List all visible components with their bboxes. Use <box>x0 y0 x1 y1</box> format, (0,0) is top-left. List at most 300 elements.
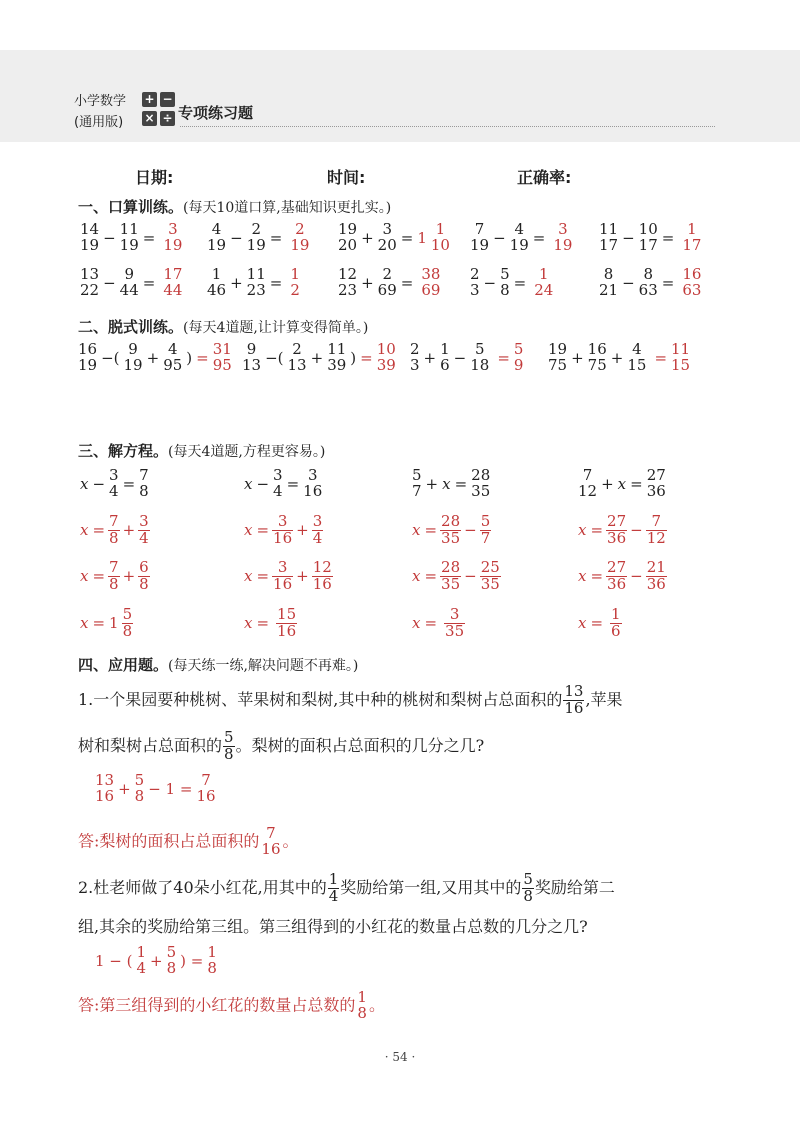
fraction: 7 16 <box>196 771 216 805</box>
symbol: = <box>532 228 546 247</box>
equation-question <box>576 468 668 500</box>
fraction <box>606 514 627 547</box>
symbol: = <box>269 228 283 247</box>
fraction <box>430 222 451 254</box>
fraction <box>440 560 461 593</box>
denominator: 16 <box>312 574 332 593</box>
numerator: 12 <box>312 558 332 576</box>
fraction: $\frac{5}{8}$ <box>224 728 234 763</box>
answer <box>528 265 555 299</box>
symbol: = <box>92 614 106 633</box>
oral-exercise <box>78 222 184 254</box>
numerator: 1 <box>611 605 621 623</box>
denominator: 4 <box>273 481 283 500</box>
answer <box>415 265 442 299</box>
fraction <box>326 342 347 374</box>
denominator: 39 <box>376 355 396 374</box>
symbol: = <box>590 521 604 540</box>
numerator: 2 <box>251 220 261 238</box>
date-label: 日期: <box>135 168 174 187</box>
denominator: 18 <box>470 355 490 374</box>
minus-icon: − <box>160 92 175 107</box>
denominator: 10 <box>430 235 450 254</box>
denominator: 15 <box>671 355 691 374</box>
numerator: 28 <box>441 512 461 530</box>
fraction: 1 4 <box>136 943 147 977</box>
equation-step <box>242 514 324 547</box>
fraction <box>108 560 120 593</box>
equation-step <box>576 560 668 593</box>
problem-1-answer: 答:梨树的面积占总面积的 7 16 。 <box>78 824 299 858</box>
numerator: 28 <box>441 558 461 576</box>
numerator: 14 <box>80 220 100 238</box>
operator: + <box>122 521 136 540</box>
oral-exercise <box>468 222 574 254</box>
answer-text: 答:第三组得到的小红花的数量占总数的 <box>78 995 356 1015</box>
fraction <box>377 267 398 299</box>
fraction <box>598 267 619 299</box>
fraction <box>337 267 358 299</box>
symbol: = <box>654 348 668 367</box>
denominator: 35 <box>445 621 465 640</box>
numerator: 21 <box>646 558 666 576</box>
operator: + <box>296 521 309 540</box>
symbol: x <box>244 521 253 540</box>
numerator: 27 <box>607 558 627 576</box>
numerator: 3 <box>382 220 392 238</box>
numerator: 10 <box>376 340 396 358</box>
section-title: 三、解方程。 <box>78 442 169 460</box>
answer-text: 答:梨树的面积占总面积的 <box>78 831 260 851</box>
symbol: x <box>80 614 89 633</box>
fraction: $\frac{5}{8}$ <box>523 870 533 905</box>
fraction <box>162 267 183 299</box>
denominator: 3 <box>470 280 480 299</box>
problem-text: 组,其余的奖励给第三组。第三组得到的小红花的数量占总数的几分之几? <box>78 917 588 936</box>
problem-2-calculation: 1 − ( 1 4 + 5 8 ) = 1 8 <box>95 943 217 977</box>
problem-2-answer: 答:第三组得到的小红花的数量占总数的 1 8 。 <box>78 988 385 1022</box>
numerator: 8 <box>603 265 614 283</box>
denominator: 22 <box>80 280 100 299</box>
denominator: 17 <box>599 235 619 254</box>
denominator: 35 <box>441 528 461 547</box>
fraction <box>469 222 490 254</box>
fraction <box>276 607 297 640</box>
denominator: 8 <box>500 280 510 299</box>
numerator: 15 <box>277 605 297 623</box>
fraction <box>377 222 398 254</box>
numerator: 7 <box>109 558 119 576</box>
numerator: 13 <box>80 265 100 283</box>
denominator: 8 <box>109 574 119 593</box>
numerator: 7 <box>582 466 593 484</box>
equation-step <box>242 560 334 593</box>
numerator: 3 <box>273 466 283 484</box>
denominator: 19 <box>80 235 100 254</box>
fraction <box>626 342 647 374</box>
section-word-problems <box>78 654 358 675</box>
operator: ) <box>186 348 193 367</box>
answer <box>157 220 184 254</box>
numerator: 2 <box>470 265 480 283</box>
symbol: = <box>424 567 438 586</box>
operator: + <box>571 348 584 367</box>
operator: − <box>493 228 506 247</box>
denominator: 19 <box>470 235 490 254</box>
denominator: 63 <box>638 280 658 299</box>
denominator: 8 <box>109 528 119 547</box>
stepwise-exercise <box>408 342 525 374</box>
fraction <box>598 222 619 254</box>
problem-text: 1.一个果园要种桃树、苹果树和梨树,其中种的桃树和梨树占总面积的 <box>78 689 563 709</box>
divide-icon: ÷ <box>160 111 175 126</box>
denominator: 44 <box>119 280 139 299</box>
fraction <box>439 342 451 374</box>
fraction <box>241 342 262 374</box>
symbol: = <box>590 567 604 586</box>
numerator: 11 <box>119 220 139 238</box>
equation-step <box>78 560 151 593</box>
fraction: 5 8 <box>166 943 177 977</box>
fraction <box>138 560 150 593</box>
symbol: = <box>497 348 510 367</box>
equation-step <box>410 560 502 593</box>
operator: ) <box>350 348 357 367</box>
problem-1-text <box>78 684 728 717</box>
denominator: 35 <box>471 481 491 500</box>
denominator: 19 <box>246 235 266 254</box>
problem-1-calculation: 13 16 + 5 8 − 1 = 7 16 <box>95 771 216 805</box>
arithmetic-operators-logo <box>142 92 176 128</box>
fraction <box>119 267 140 299</box>
operator: x <box>244 474 253 493</box>
fraction <box>411 468 423 500</box>
denominator: 17 <box>682 235 702 254</box>
denominator: 2 <box>290 280 300 299</box>
numerator: 5 <box>412 466 422 484</box>
numerator: 25 <box>480 558 500 576</box>
problem-text: 树和梨树占总面积的 <box>78 735 223 755</box>
numerator: 8 <box>643 265 653 283</box>
fraction: 13 16 <box>95 771 115 805</box>
operator: + <box>146 348 160 367</box>
symbol: = <box>92 521 106 540</box>
fraction <box>670 342 691 374</box>
numerator: 2 <box>295 220 305 238</box>
numerator: 9 <box>246 340 257 358</box>
fraction <box>499 267 511 299</box>
accuracy-label: 正确率: <box>517 168 572 187</box>
operator: = <box>454 474 468 493</box>
numerator: 12 <box>338 265 358 283</box>
denominator: 21 <box>599 280 619 299</box>
answer-whole: 1 <box>417 228 427 247</box>
denominator: 20 <box>338 235 358 254</box>
stepwise-exercise <box>240 342 398 374</box>
denominator: 6 <box>611 621 621 640</box>
operator: + <box>610 348 624 367</box>
numerator: 2 <box>292 340 302 358</box>
fraction <box>470 468 491 500</box>
operator: − <box>483 273 497 292</box>
numerator: 7 <box>139 466 149 484</box>
fraction <box>533 267 554 299</box>
operator: x <box>617 474 627 493</box>
equation-answer <box>576 607 623 640</box>
symbol: x <box>578 521 587 540</box>
symbol: = <box>424 521 438 540</box>
problem-text: 奖励给第一组,又用其中的 <box>340 877 522 897</box>
fraction <box>420 267 441 299</box>
symbol: x <box>412 521 421 540</box>
denominator: 19 <box>119 235 139 254</box>
numerator: 3 <box>558 220 568 238</box>
operator: + <box>296 567 309 586</box>
symbol: = <box>269 273 283 292</box>
numerator: 27 <box>607 512 627 530</box>
symbol: = <box>256 521 270 540</box>
problem-text: 2.杜老师做了40朵小红花,用其中的 <box>78 877 327 897</box>
denominator: 69 <box>421 280 441 299</box>
symbol: = <box>513 273 527 292</box>
section-title: 一、口算训练。 <box>78 198 184 216</box>
fraction <box>123 342 144 374</box>
fraction <box>610 607 622 640</box>
fraction <box>287 342 308 374</box>
multiply-icon: × <box>142 111 157 126</box>
section-equations <box>78 440 325 461</box>
denominator: 19 <box>553 235 573 254</box>
numerator: 4 <box>632 340 642 358</box>
oral-exercise <box>205 222 311 254</box>
fraction <box>108 514 120 547</box>
oral-exercise <box>597 222 703 254</box>
answer <box>676 220 703 254</box>
denominator: 19 <box>290 235 310 254</box>
numerator: 3 <box>307 466 318 484</box>
fraction <box>246 267 267 299</box>
numerator: 5 <box>475 340 485 358</box>
denominator: 19 <box>123 355 143 374</box>
numerator: 7 <box>109 512 119 530</box>
denominator: 95 <box>163 355 183 374</box>
operator: − <box>630 521 643 540</box>
fraction <box>469 267 481 299</box>
symbol: x <box>412 567 421 586</box>
fraction <box>337 222 358 254</box>
symbol: = <box>424 614 438 633</box>
symbol: = <box>400 273 414 292</box>
denominator: 35 <box>441 574 461 593</box>
operator: = <box>286 474 300 493</box>
section-title: 四、应用题。 <box>78 656 169 674</box>
fraction <box>272 514 293 547</box>
denominator: 19 <box>163 235 183 254</box>
fraction <box>646 560 667 593</box>
equation-question <box>410 468 492 500</box>
numerator: 9 <box>124 265 134 283</box>
problem-text: 奖励给第二 <box>534 877 615 897</box>
equation-answer <box>78 607 134 640</box>
denominator: 13 <box>242 355 262 374</box>
fraction <box>587 342 608 374</box>
series-name: 小学数学 <box>74 94 127 109</box>
denominator: 17 <box>638 235 658 254</box>
fraction: $\frac{1}{4}$ <box>328 870 339 905</box>
problem-2-text <box>78 872 728 905</box>
operator: − <box>103 228 116 247</box>
numerator: 2 <box>410 340 420 358</box>
fraction <box>646 468 667 500</box>
operator: x <box>80 474 89 493</box>
operator: −( <box>101 348 120 367</box>
fraction: 1 8 <box>207 943 217 977</box>
fraction <box>246 222 267 254</box>
symbol: = <box>590 614 604 633</box>
fraction <box>681 267 702 299</box>
equation-step <box>410 514 492 547</box>
denominator: 7 <box>480 528 491 547</box>
symbol: = <box>400 228 414 247</box>
fraction <box>444 607 465 640</box>
problem-text: ,苹果 <box>585 689 623 709</box>
problem-1-text-cont <box>78 730 728 763</box>
denominator: 95 <box>212 355 232 374</box>
numerator: 11 <box>246 265 266 283</box>
numerator: 11 <box>599 220 619 238</box>
fraction <box>646 514 667 547</box>
symbol: = <box>142 273 156 292</box>
section-note: (每天4道题,方程更容易。) <box>168 444 326 460</box>
fraction <box>138 514 150 547</box>
denominator: 19 <box>78 355 98 374</box>
fraction <box>440 514 461 547</box>
denominator: 23 <box>338 280 358 299</box>
denominator: 75 <box>548 355 568 374</box>
oral-exercise <box>597 267 703 299</box>
fraction <box>638 267 659 299</box>
numerator: 16 <box>78 340 98 358</box>
fraction <box>162 222 183 254</box>
fraction <box>206 267 227 299</box>
stepwise-exercise <box>546 342 692 374</box>
numerator: 5 <box>513 340 524 358</box>
operator: − <box>453 348 467 367</box>
symbol: = <box>256 567 270 586</box>
edition-label: (通用版) <box>74 115 124 130</box>
operator: + <box>425 474 439 493</box>
fraction <box>547 342 568 374</box>
operator: x <box>442 474 451 493</box>
denominator: 24 <box>534 280 554 299</box>
operator: + <box>423 348 437 367</box>
denominator: 69 <box>377 280 397 299</box>
numerator: 1 <box>435 220 446 238</box>
symbol: x <box>412 614 421 633</box>
denominator: 19 <box>207 235 227 254</box>
operator: − <box>92 474 106 493</box>
section-oral <box>78 196 391 217</box>
numerator: 31 <box>212 340 232 358</box>
denominator: 36 <box>607 574 627 593</box>
operator: −( <box>265 348 284 367</box>
numerator: 11 <box>671 340 691 358</box>
denominator: 16 <box>303 481 323 500</box>
numerator: 3 <box>272 514 293 531</box>
operator: − <box>464 521 477 540</box>
operator: − <box>630 567 643 586</box>
fraction <box>122 607 134 640</box>
numerator: 11 <box>327 340 347 358</box>
denominator: 4 <box>139 528 149 547</box>
numerator: 3 <box>109 466 119 484</box>
fraction <box>302 468 323 500</box>
fraction <box>289 267 301 299</box>
numerator: 5 <box>500 265 510 283</box>
symbol: x <box>578 614 587 633</box>
answer <box>415 220 452 254</box>
equation-answer <box>242 607 298 640</box>
numerator: 2 <box>382 265 392 283</box>
fraction <box>119 222 140 254</box>
numerator: 38 <box>421 265 441 283</box>
section-stepwise <box>78 316 368 337</box>
numerator: 27 <box>646 466 666 484</box>
denominator: 75 <box>587 355 607 374</box>
header-divider <box>180 126 715 127</box>
symbol: = <box>196 348 209 367</box>
book-title: 专项练习题 <box>178 104 254 122</box>
fraction <box>513 342 525 374</box>
denominator: 4 <box>109 481 119 500</box>
numerator: 16 <box>587 340 607 358</box>
operator: − <box>103 273 116 292</box>
denominator: 8 <box>139 481 149 500</box>
numerator: 3 <box>272 560 293 577</box>
numerator: 28 <box>471 466 491 484</box>
answer <box>547 220 574 254</box>
fraction <box>577 468 598 500</box>
fraction <box>212 342 233 374</box>
fraction <box>272 468 284 500</box>
denominator: 36 <box>607 528 627 547</box>
numerator: 3 <box>312 512 323 530</box>
numerator: 9 <box>128 340 138 358</box>
denominator: 19 <box>509 235 529 254</box>
oral-exercise <box>336 267 442 299</box>
denominator: 7 <box>412 481 422 500</box>
operator: + <box>310 348 324 367</box>
page-number: · 54 · <box>384 1050 416 1064</box>
denominator: 15 <box>627 355 647 374</box>
fraction <box>77 342 98 374</box>
fraction <box>509 222 530 254</box>
numerator: 1 <box>211 265 222 283</box>
denominator: 23 <box>246 280 266 299</box>
numerator: 7 <box>474 220 485 238</box>
numerator: 5 <box>122 605 133 623</box>
numerator: 19 <box>548 340 568 358</box>
numerator: 16 <box>682 265 702 283</box>
section-note: (每天10道口算,基础知识更扎实。) <box>183 200 392 216</box>
fraction: $\frac{13}{16}$ <box>564 682 584 717</box>
fraction: 1 8 <box>357 988 367 1022</box>
section-note: (每天练一练,解决问题不再难。) <box>168 658 359 674</box>
denominator: 3 <box>410 355 420 374</box>
operator: + <box>122 567 136 586</box>
symbol: x <box>244 614 253 633</box>
fraction <box>552 222 573 254</box>
